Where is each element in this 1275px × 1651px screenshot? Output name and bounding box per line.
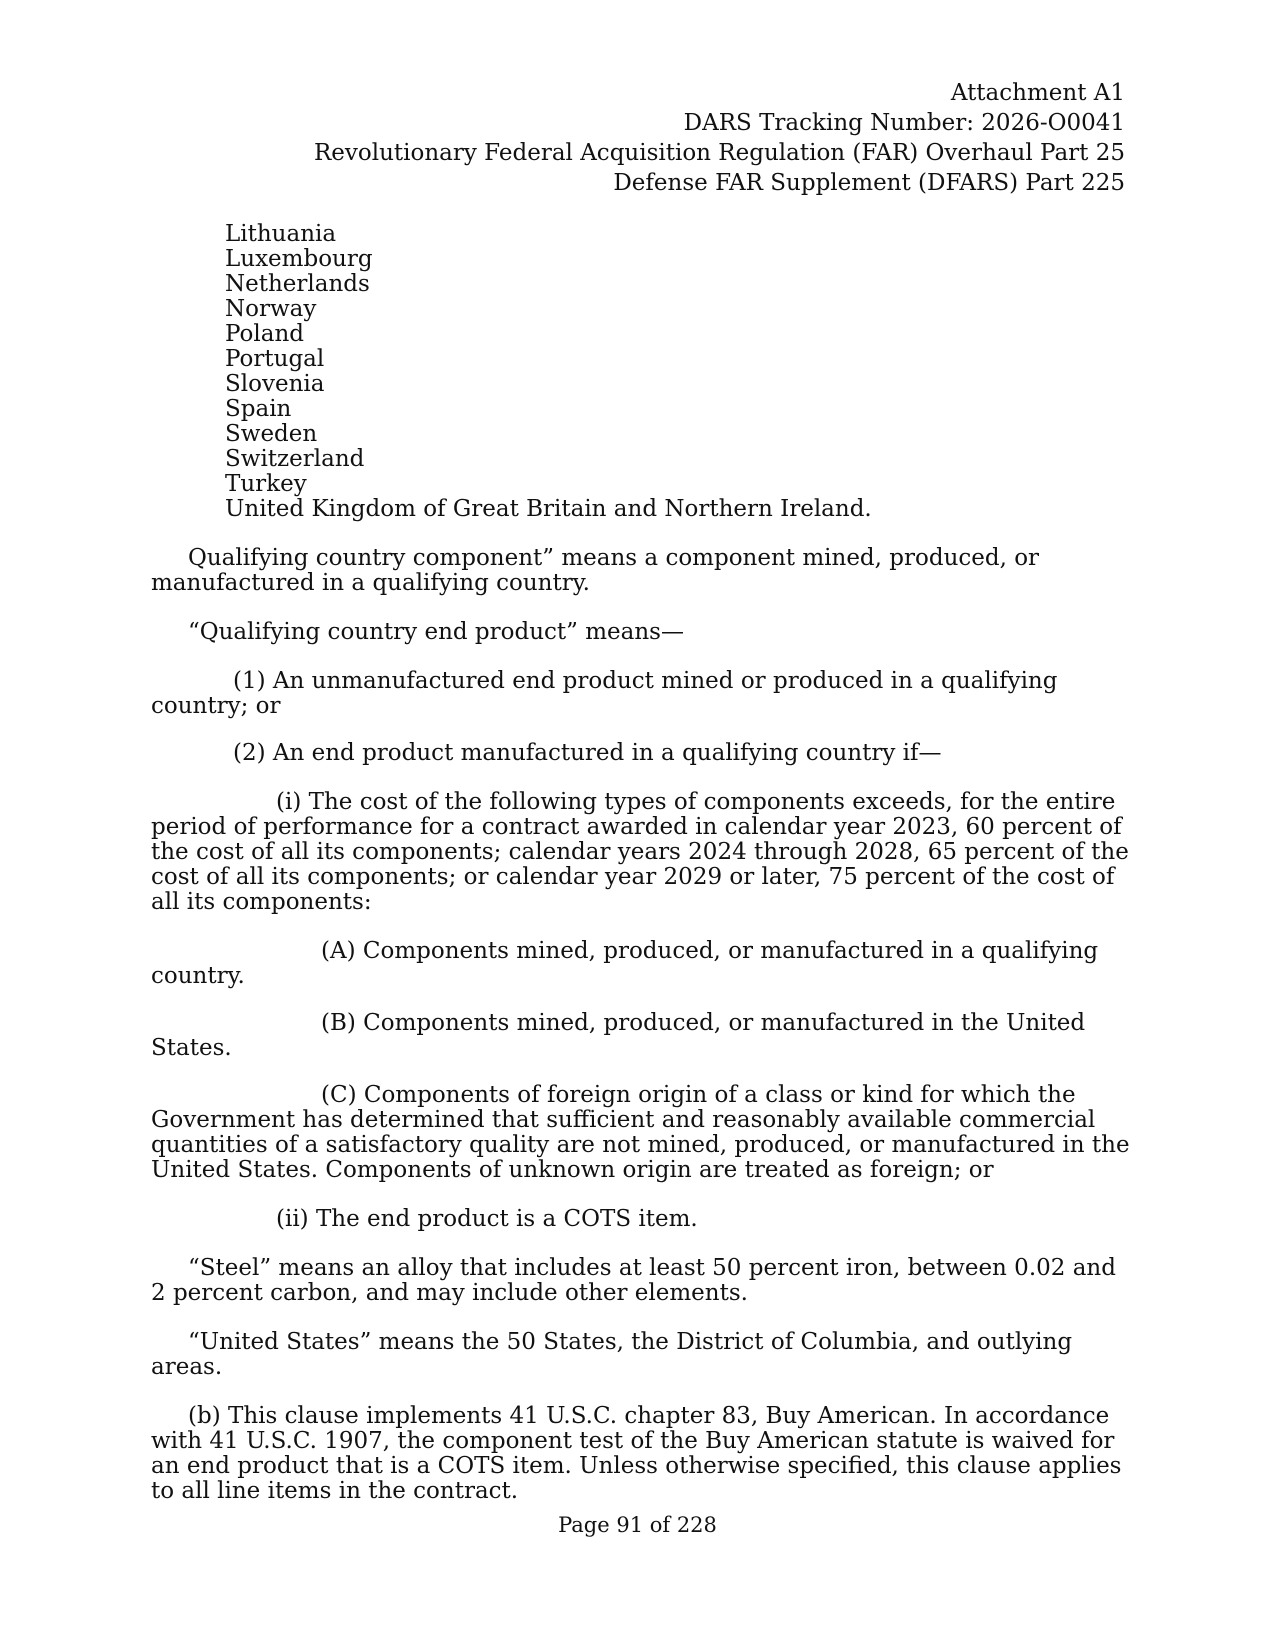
definition-united-states: “United States” means the 50 States, the District of Columbia, and outlying areas. bbox=[151, 1329, 1073, 1380]
country-item: Norway bbox=[225, 296, 317, 322]
country-item: Poland bbox=[225, 321, 304, 347]
definition-qualifying-country-component: Qualifying country component” means a component mined, produced, or manufactured in a qualifying country. bbox=[151, 545, 1040, 596]
country-item: Switzerland bbox=[225, 446, 365, 472]
definition-qualifying-country-end-product: “Qualifying country end product” means— bbox=[188, 619, 684, 645]
definition-steel: “Steel” means an alloy that includes at least 50 percent iron, between 0.02 and 2 percent carbon, and may include other elements. bbox=[151, 1255, 1116, 1306]
country-item: Spain bbox=[225, 396, 292, 422]
header-dfars-part: Defense FAR Supplement (DFARS) Part 225 bbox=[613, 170, 1125, 196]
paragraph-b: (b) This clause implements 41 U.S.C. chapter 83, Buy American. In accordance with 41 U.S.C. 1907, the component test of the Buy American statute is waived for an end product that is a COTS item. Unless otherwise specified, this clause applies to all line items in the contract. bbox=[151, 1403, 1122, 1504]
country-item: Slovenia bbox=[225, 371, 325, 397]
country-item: Turkey bbox=[225, 471, 307, 497]
country-item: Netherlands bbox=[225, 271, 370, 297]
country-item: Portugal bbox=[225, 346, 325, 372]
list-item-2-i: (i) The cost of the following types of components exceeds, for the entire period of performance for a contract awarded in calendar year 2023, 60 percent of the cost of all its components; calendar years 2024 through 2028, 65 percent of the cost of all its components; or calendar year 2029 or later, 75 percent of the cost of all its components: bbox=[151, 789, 1129, 915]
country-item: Sweden bbox=[225, 421, 318, 447]
country-item: Luxembourg bbox=[225, 246, 373, 272]
country-item: Lithuania bbox=[225, 221, 337, 247]
page-header bbox=[314, 78, 1125, 198]
list-item-2: (2) An end product manufactured in a qualifying country if— bbox=[233, 740, 942, 766]
header-far-part: Revolutionary Federal Acquisition Regulation (FAR) Overhaul Part 25 bbox=[313, 140, 1125, 166]
list-item-A: (A) Components mined, produced, or manufactured in a qualifying country. bbox=[151, 938, 1099, 989]
document-body bbox=[151, 222, 1131, 1504]
country-list bbox=[151, 222, 1131, 522]
header-tracking-number: DARS Tracking Number: 2026-O0041 bbox=[683, 110, 1125, 136]
list-item-C: (C) Components of foreign origin of a class or kind for which the Government has determined that sufficient and reasonably available commercial quantities of a satisfactory quality are not mined, produced, or manufactured in the United States. Components of unknown origin are treated as foreign; or bbox=[151, 1082, 1130, 1183]
page-number: Page 91 of 228 bbox=[558, 1513, 717, 1537]
list-item-2-ii: (ii) The end product is a COTS item. bbox=[276, 1206, 698, 1232]
list-item-1: (1) An unmanufactured end product mined or produced in a qualifying country; or bbox=[151, 668, 1058, 719]
country-item: United Kingdom of Great Britain and Northern Ireland. bbox=[225, 496, 872, 522]
header-attachment: Attachment A1 bbox=[950, 80, 1125, 106]
list-item-B: (B) Components mined, produced, or manufactured in the United States. bbox=[151, 1010, 1086, 1061]
